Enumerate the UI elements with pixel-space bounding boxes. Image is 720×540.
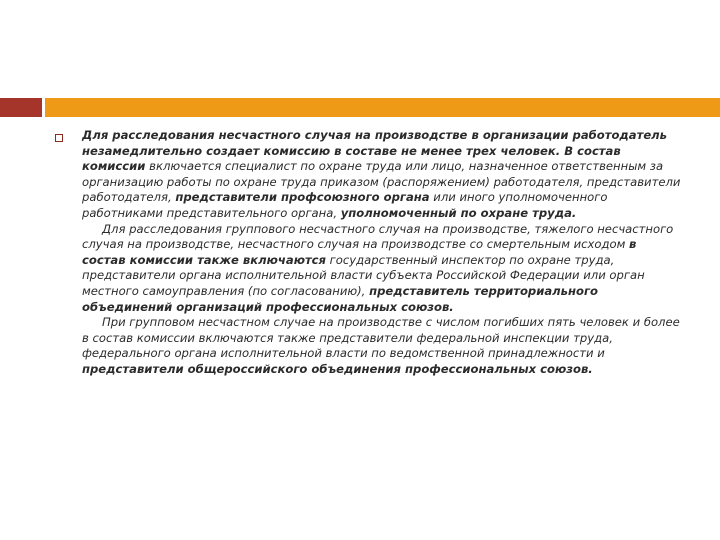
text-segment: государственный инспектор по охране труда, представители органа исполнительной власти субъекта Российской Федерации или орган местного самоуправления (по согласованию), (82, 252, 645, 298)
slide-body-text (82, 128, 682, 378)
header-accent-bar-right (45, 98, 720, 117)
paragraph-five-or-more-fatalities (82, 315, 682, 377)
text-segment: в состав комиссии также включаются (82, 237, 637, 267)
text-segment: Для расследования несчастного случая на производстве в организации работодатель незамедлительно создает комиссию в составе не менее трех человек. В состав комиссии (82, 128, 668, 174)
paragraph-commission-composition (82, 128, 682, 222)
hollow-square-bullet-icon (55, 134, 63, 142)
text-segment: включается специалист по охране труда или лицо, назначенное ответственным за организацию работы по охране труда приказом (распоряжением) работодателя, представители работодателя, (82, 159, 681, 205)
text-segment: представители общероссийского объединения профессиональных союзов. (82, 361, 593, 376)
text-segment: Для расследования группового несчастного случая на производстве, тяжелого несчастного случая на производстве, несчастного случая на производстве со смертельным исходом (82, 221, 674, 252)
text-segment: При групповом несчастном случае на производстве с числом погибших пять человек и более в состав комиссии включаются также представители федеральной инспекции труда, федерального органа исполнительной власти по ведомственной принадлежности и (82, 315, 680, 361)
header-accent-bar-left (0, 98, 42, 117)
text-segment: представители профсоюзного органа (175, 190, 430, 205)
text-segment: или иного уполномоченного работниками представительного органа, (82, 190, 608, 220)
text-segment: уполномоченный по охране труда. (340, 205, 577, 220)
text-segment: представитель территориального объединений организаций профессиональных союзов. (82, 283, 598, 314)
paragraph-group-accident (82, 222, 682, 316)
